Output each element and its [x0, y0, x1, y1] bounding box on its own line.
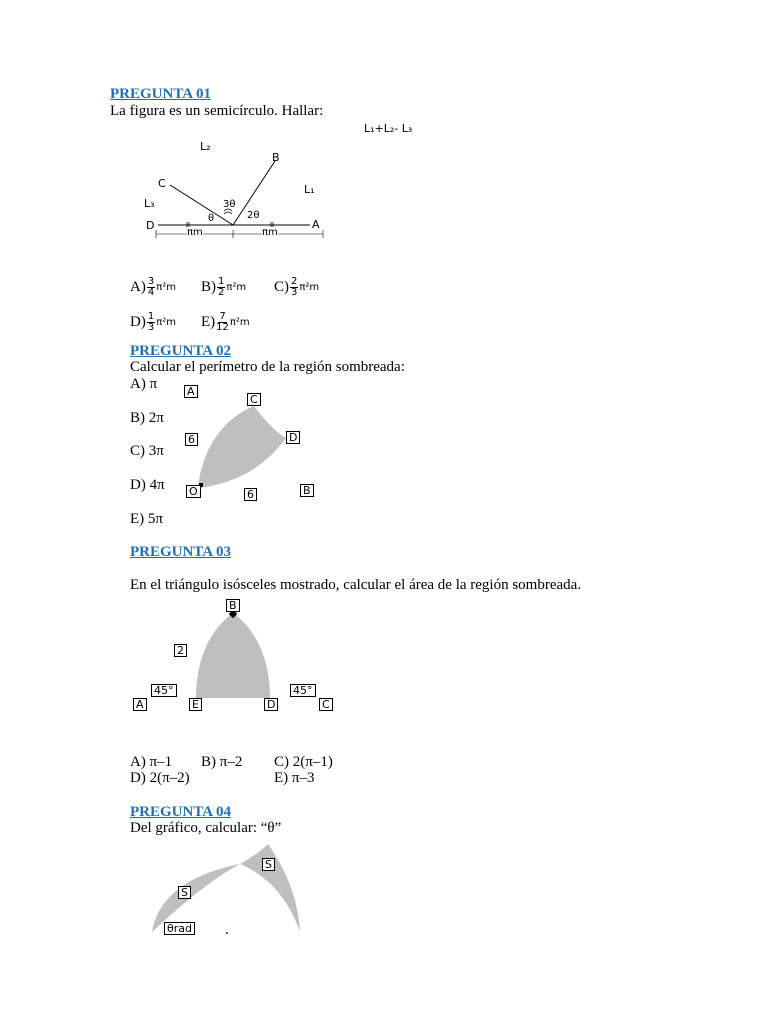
- q4-heading[interactable]: PREGUNTA 04: [130, 804, 231, 820]
- q1-option-e[interactable]: [201, 312, 250, 333]
- q2-statement: Calcular el perímetro de la región sombreada:: [130, 359, 405, 375]
- q1-option-e-unit: π²m: [229, 317, 250, 328]
- q1-label-3theta: 3θ: [223, 199, 236, 210]
- q3-option-c[interactable]: C) 2(π–1): [274, 754, 333, 770]
- q1-option-c-num: 2: [291, 276, 298, 287]
- q1-label-pim-right: πm: [262, 227, 278, 238]
- q3-figure-drawing: [130, 596, 340, 716]
- q1-option-a-num: 3: [147, 276, 155, 287]
- q4-dot: .: [225, 922, 229, 938]
- q4-label-S-left: S: [178, 886, 191, 899]
- q3-label-B: B: [226, 599, 240, 612]
- q1-figure: [140, 135, 340, 245]
- q1-option-b-num: 1: [218, 276, 225, 287]
- q1-option-a-fraction: [147, 277, 155, 298]
- q1-option-c[interactable]: [274, 277, 319, 298]
- q2-label-6-bottom: 6: [244, 488, 257, 501]
- q1-option-d-num: 1: [147, 311, 155, 322]
- q1-option-e-fraction: [216, 312, 229, 333]
- q1-option-d[interactable]: [130, 312, 176, 333]
- q1-option-b-letter: B): [201, 278, 216, 295]
- q2-shaded-region: [198, 406, 286, 488]
- q4-label-theta-rad: θrad: [164, 922, 195, 935]
- q1-label-C: C: [158, 177, 166, 190]
- q2-option-a[interactable]: A) π: [130, 376, 158, 392]
- q3-label-E: E: [189, 698, 202, 711]
- q1-label-pim-left: πm: [187, 227, 203, 238]
- q1-option-c-letter: C): [274, 278, 289, 295]
- q1-option-b[interactable]: [201, 277, 246, 298]
- q1-option-a[interactable]: [130, 277, 176, 298]
- q3-statement: En el triángulo isósceles mostrado, calcular el área de la región sombreada.: [130, 577, 582, 593]
- q4-label-S-top: S: [262, 858, 275, 871]
- q2-label-B: B: [300, 484, 314, 497]
- q2-label-6-left: 6: [185, 433, 198, 446]
- q3-label-45-right: 45°: [290, 684, 316, 697]
- q1-label-L3: L₃: [144, 197, 155, 210]
- q1-option-a-unit: π²m: [156, 282, 176, 293]
- q4-figure: [150, 840, 310, 940]
- q1-option-c-den: 3: [291, 287, 298, 298]
- q1-label-B: B: [272, 151, 280, 164]
- q1-label-L1: L₁: [304, 183, 315, 196]
- q3-heading[interactable]: PREGUNTA 03: [130, 544, 231, 560]
- q1-option-e-den: 12: [216, 322, 229, 333]
- q1-option-d-fraction: [147, 312, 155, 333]
- q4-statement: Del gráfico, calcular: “θ”: [130, 820, 282, 836]
- q1-option-d-unit: π²m: [156, 317, 176, 328]
- q1-option-a-letter: A): [130, 278, 146, 295]
- q3-option-b[interactable]: B) π–2: [201, 754, 243, 770]
- q1-label-L2: L₂: [200, 140, 211, 153]
- q3-option-a[interactable]: A) π–1: [130, 754, 173, 770]
- q2-label-O: O: [186, 485, 201, 498]
- q1-option-a-den: 4: [147, 287, 155, 298]
- q1-option-d-letter: D): [130, 313, 146, 330]
- q2-heading[interactable]: PREGUNTA 02: [130, 343, 231, 359]
- q1-option-b-unit: π²m: [226, 282, 247, 293]
- q2-label-A: A: [184, 385, 198, 398]
- q2-figure: [180, 380, 330, 505]
- q1-statement: La figura es un semicírculo. Hallar:: [110, 103, 324, 119]
- q1-option-e-letter: E): [201, 313, 216, 330]
- q3-option-d[interactable]: D) 2(π–2): [130, 770, 190, 786]
- q3-label-45-left: 45°: [151, 684, 177, 697]
- q2-option-d[interactable]: D) 4π: [130, 477, 165, 493]
- q3-option-e[interactable]: E) π–3: [274, 770, 315, 786]
- q2-option-c[interactable]: C) 3π: [130, 443, 164, 459]
- q1-label-A: A: [312, 218, 320, 231]
- q3-shaded-region: [196, 613, 270, 698]
- q3-label-2: 2: [174, 644, 187, 657]
- q1-option-e-num: 7: [219, 311, 226, 322]
- q1-option-c-fraction: [290, 277, 298, 298]
- q1-label-theta: θ: [208, 213, 215, 224]
- q3-label-D: D: [264, 698, 278, 711]
- q1-label-2theta: 2θ: [247, 210, 260, 221]
- q1-option-d-den: 3: [147, 322, 155, 333]
- q1-heading[interactable]: PREGUNTA 01: [110, 86, 211, 102]
- q2-label-C: C: [247, 393, 261, 406]
- q2-option-b[interactable]: B) 2π: [130, 410, 164, 426]
- q1-option-b-fraction: [217, 277, 225, 298]
- q3-figure: [130, 596, 340, 716]
- q1-expression: L₁+L₂- L₃: [364, 122, 413, 135]
- q2-label-D: D: [286, 431, 300, 444]
- q1-option-c-unit: π²m: [299, 282, 320, 293]
- q3-label-C: C: [319, 698, 333, 711]
- q3-label-A: A: [133, 698, 147, 711]
- q1-option-b-den: 2: [218, 287, 225, 298]
- q1-label-D: D: [146, 219, 155, 232]
- q2-option-e[interactable]: E) 5π: [130, 511, 163, 527]
